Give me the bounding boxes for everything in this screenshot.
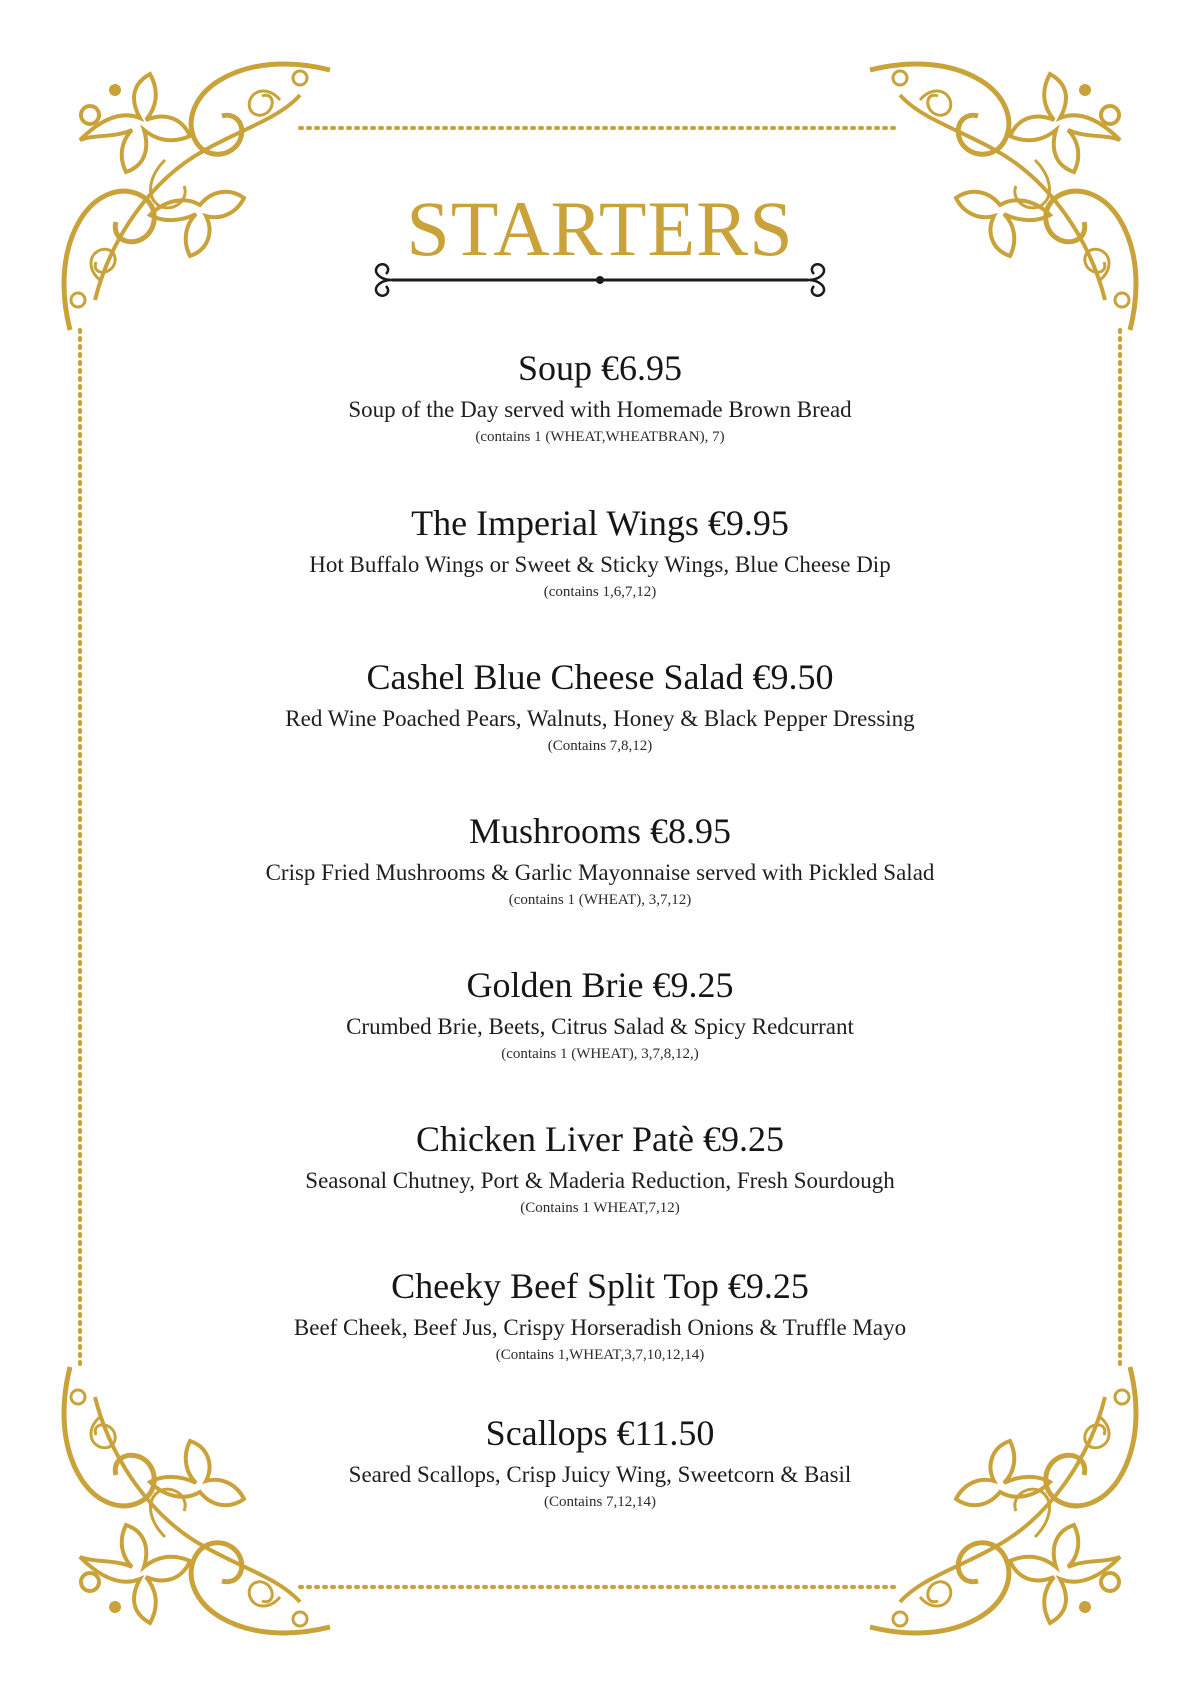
menu-title: STARTERS — [406, 185, 794, 272]
item-name: Chicken Liver Patè €9.25 — [416, 1119, 784, 1159]
item-name: Cashel Blue Cheese Salad €9.50 — [366, 657, 834, 697]
menu-item — [0, 967, 1200, 1062]
menu-item — [0, 1121, 1200, 1216]
item-description: Crumbed Brie, Beets, Citrus Salad & Spicy Redcurrant — [346, 1014, 854, 1039]
item-allergens: (contains 1 (WHEAT), 3,7,8,12,) — [501, 1046, 699, 1062]
item-description: Soup of the Day served with Homemade Brown Bread — [348, 397, 852, 422]
menu-item — [0, 813, 1200, 908]
item-name: Mushrooms €8.95 — [468, 811, 732, 851]
item-description: Beef Cheek, Beef Jus, Crispy Horseradish Onions & Truffle Mayo — [293, 1315, 907, 1340]
item-allergens: (Contains 7,12,14) — [543, 1494, 657, 1510]
item-name: Cheeky Beef Split Top €9.25 — [391, 1266, 809, 1306]
item-name: The Imperial Wings €9.95 — [411, 503, 789, 543]
item-allergens: (Contains 1 WHEAT,7,12) — [520, 1200, 680, 1216]
menu-item — [0, 659, 1200, 754]
item-description: Hot Buffalo Wings or Sweet & Sticky Wings, Blue Cheese Dip — [309, 552, 891, 577]
title-divider — [362, 262, 838, 298]
item-description: Crisp Fried Mushrooms & Garlic Mayonnaise served with Pickled Salad — [265, 860, 935, 885]
item-allergens: (Contains 1,WHEAT,3,7,10,12,14) — [495, 1347, 705, 1363]
item-description: Seared Scallops, Crisp Juicy Wing, Sweetcorn & Basil — [348, 1462, 852, 1487]
menu-item — [0, 1415, 1200, 1510]
item-allergens: (Contains 7,8,12) — [547, 738, 653, 754]
item-allergens: (contains 1 (WHEAT), 3,7,12) — [508, 892, 692, 908]
item-allergens: (contains 1 (WHEAT,WHEATBRAN), 7) — [475, 429, 725, 445]
item-description: Red Wine Poached Pears, Walnuts, Honey & Black Pepper Dressing — [285, 706, 915, 731]
item-name: Scallops €11.50 — [485, 1413, 715, 1453]
menu-item — [0, 350, 1200, 445]
menu-item — [0, 1268, 1200, 1363]
item-description: Seasonal Chutney, Port & Maderia Reduction, Fresh Sourdough — [305, 1168, 895, 1193]
item-allergens: (contains 1,6,7,12) — [543, 584, 657, 600]
menu-item — [0, 505, 1200, 600]
item-name: Soup €6.95 — [517, 348, 683, 388]
item-name: Golden Brie €9.25 — [466, 965, 734, 1005]
